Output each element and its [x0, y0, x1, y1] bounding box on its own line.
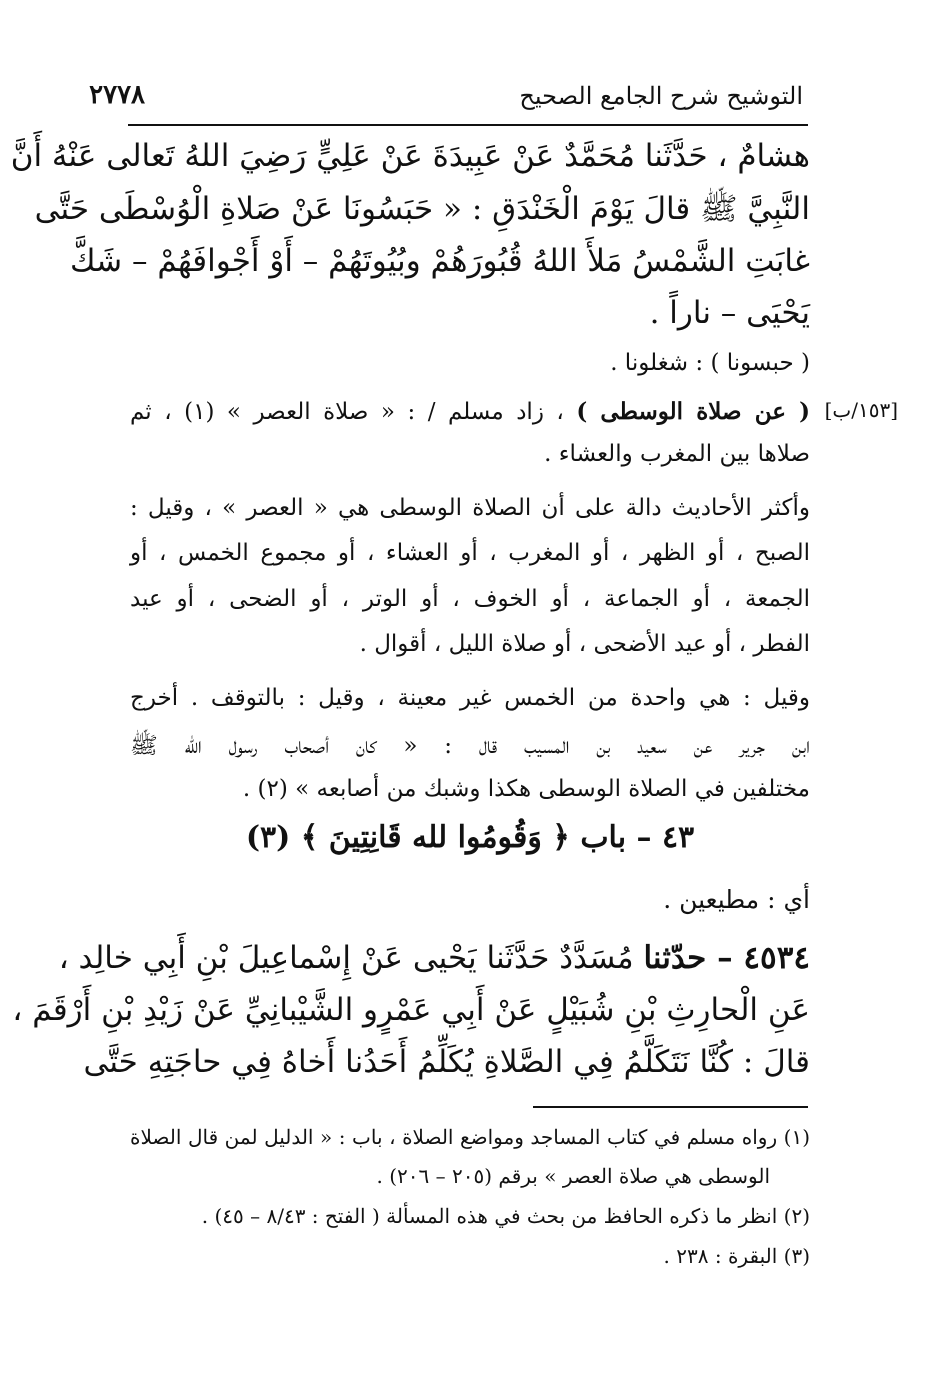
hadith-line-1: هشامٌ ، حَدَّثَنا مُحَمَّدٌ عَنْ عَبِيدَةَ عَنْ عَلِيٍّ رَضِيَ اللهُ تَعالى عَنْهُ أَنَّ: [10, 138, 810, 174]
hadith2-isnad: مُسَدَّدٌ حَدَّثَنا يَحْيى عَنْ إِسْماعِيلَ بْنِ أَبِي خالِد ،: [58, 940, 634, 976]
header-rule: [128, 124, 808, 126]
para1-line-3: الجمعة ، أو الجماعة ، أو الخوف ، أو الوتر ، أو الضحى ، أو عيد: [130, 586, 810, 612]
hadith-line-3: غابَتِ الشَّمْسُ مَلأَ اللهُ قُبُورَهُمْ وبُيُوتَهُمْ – أَوْ أَجْوافَهُمْ – شَكَّ: [70, 243, 810, 279]
sharh-wusta-line-1: [130, 398, 810, 425]
footnote-1-line-2: الوسطى هي صلاة العصر » برقم (٢٠٥ – ٢٠٦) .: [376, 1164, 770, 1188]
footnote-1-line-1: (١) رواه مسلم في كتاب المساجد ومواضع الصلاة ، باب : « الدليل لمن قال الصلاة: [130, 1125, 810, 1149]
hadith-line-2: النَّبِيَّ ﷺ قالَ يَوْمَ الْخَنْدَقِ : « حَبَسُونَا عَنْ صَلاةِ الْوُسْطَى حَتَّى: [34, 191, 810, 227]
para1-line-2: الصبح ، أو الظهر ، أو المغرب ، أو العشاء ، أو مجموع الخمس ، أو: [130, 540, 810, 566]
bab-sharh: أي : مطيعين .: [663, 885, 810, 914]
hadith2-line-2: عَنِ الْحارِثِ بْنِ شُبَيْلٍ عَنْ أَبِي عَمْرٍو الشَّيْبانِيِّ عَنْ زَيْدِ بْنِ أَرْقَمَ ،: [12, 992, 810, 1028]
hadith-line-4: يَحْيَى – ناراً .: [649, 295, 810, 331]
hadith2-line-1: [58, 940, 810, 976]
bab-heading: ٤٣ – باب ﴿ وَقُومُوا لله قَانِتِينَ ﴾ (٣): [245, 820, 695, 855]
footnote-rule: [533, 1106, 808, 1108]
footnote-3: (٣) البقرة : ٢٣٨ .: [663, 1244, 810, 1268]
para1-line-1: وأكثر الأحاديث دالة على أن الصلاة الوسطى هي « العصر » ، وقيل :: [130, 495, 810, 521]
para1-line-4: الفطر ، أو عيد الأضحى ، أو صلاة الليل ، أقوال .: [359, 631, 810, 657]
running-title: التوشيح شرح الجامع الصحيح: [519, 82, 803, 110]
sharh-wusta-line-2: صلاها بين المغرب والعشاء .: [544, 441, 810, 467]
sharh-wusta-text: ، زاد مسلم / : « صلاة العصر » (١) ، ثم: [130, 399, 564, 425]
footnote-2: (٢) انظر ما ذكره الحافظ من بحث في هذه المسألة ( الفتح : ٨/٤٣ – ٤٥) .: [201, 1204, 810, 1228]
margin-manuscript-ref: [١٥٣/ب]: [824, 398, 898, 422]
sharh-habasuna: ( حبسونا ) : شغلونا .: [610, 350, 810, 376]
para2-line-3: مختلفين في الصلاة الوسطى هكذا وشبك من أصابعه » (٢) .: [242, 776, 810, 802]
para2-line-2: ابن جرير عن سعيد بن المسيب قال : « كان أصحاب رسول الله ﷺ: [130, 733, 810, 759]
hadith-number: ٤٥٣٤ – حدّثنا: [643, 940, 810, 976]
para2-line-1: وقيل : هي واحدة من الخمس غير معينة ، وقيل : بالتوقف . أخرج: [130, 685, 810, 711]
hadith2-line-3: قالَ : كُنَّا نَتَكَلَّمُ فِي الصَّلاةِ يُكَلِّمُ أَحَدُنا أَخاهُ فِي حاجَتِهِ حَتَّى: [83, 1044, 810, 1080]
page-number: ٢٧٧٨: [89, 80, 145, 110]
sharh-term: ( عن صلاة الوسطى ): [576, 398, 811, 425]
